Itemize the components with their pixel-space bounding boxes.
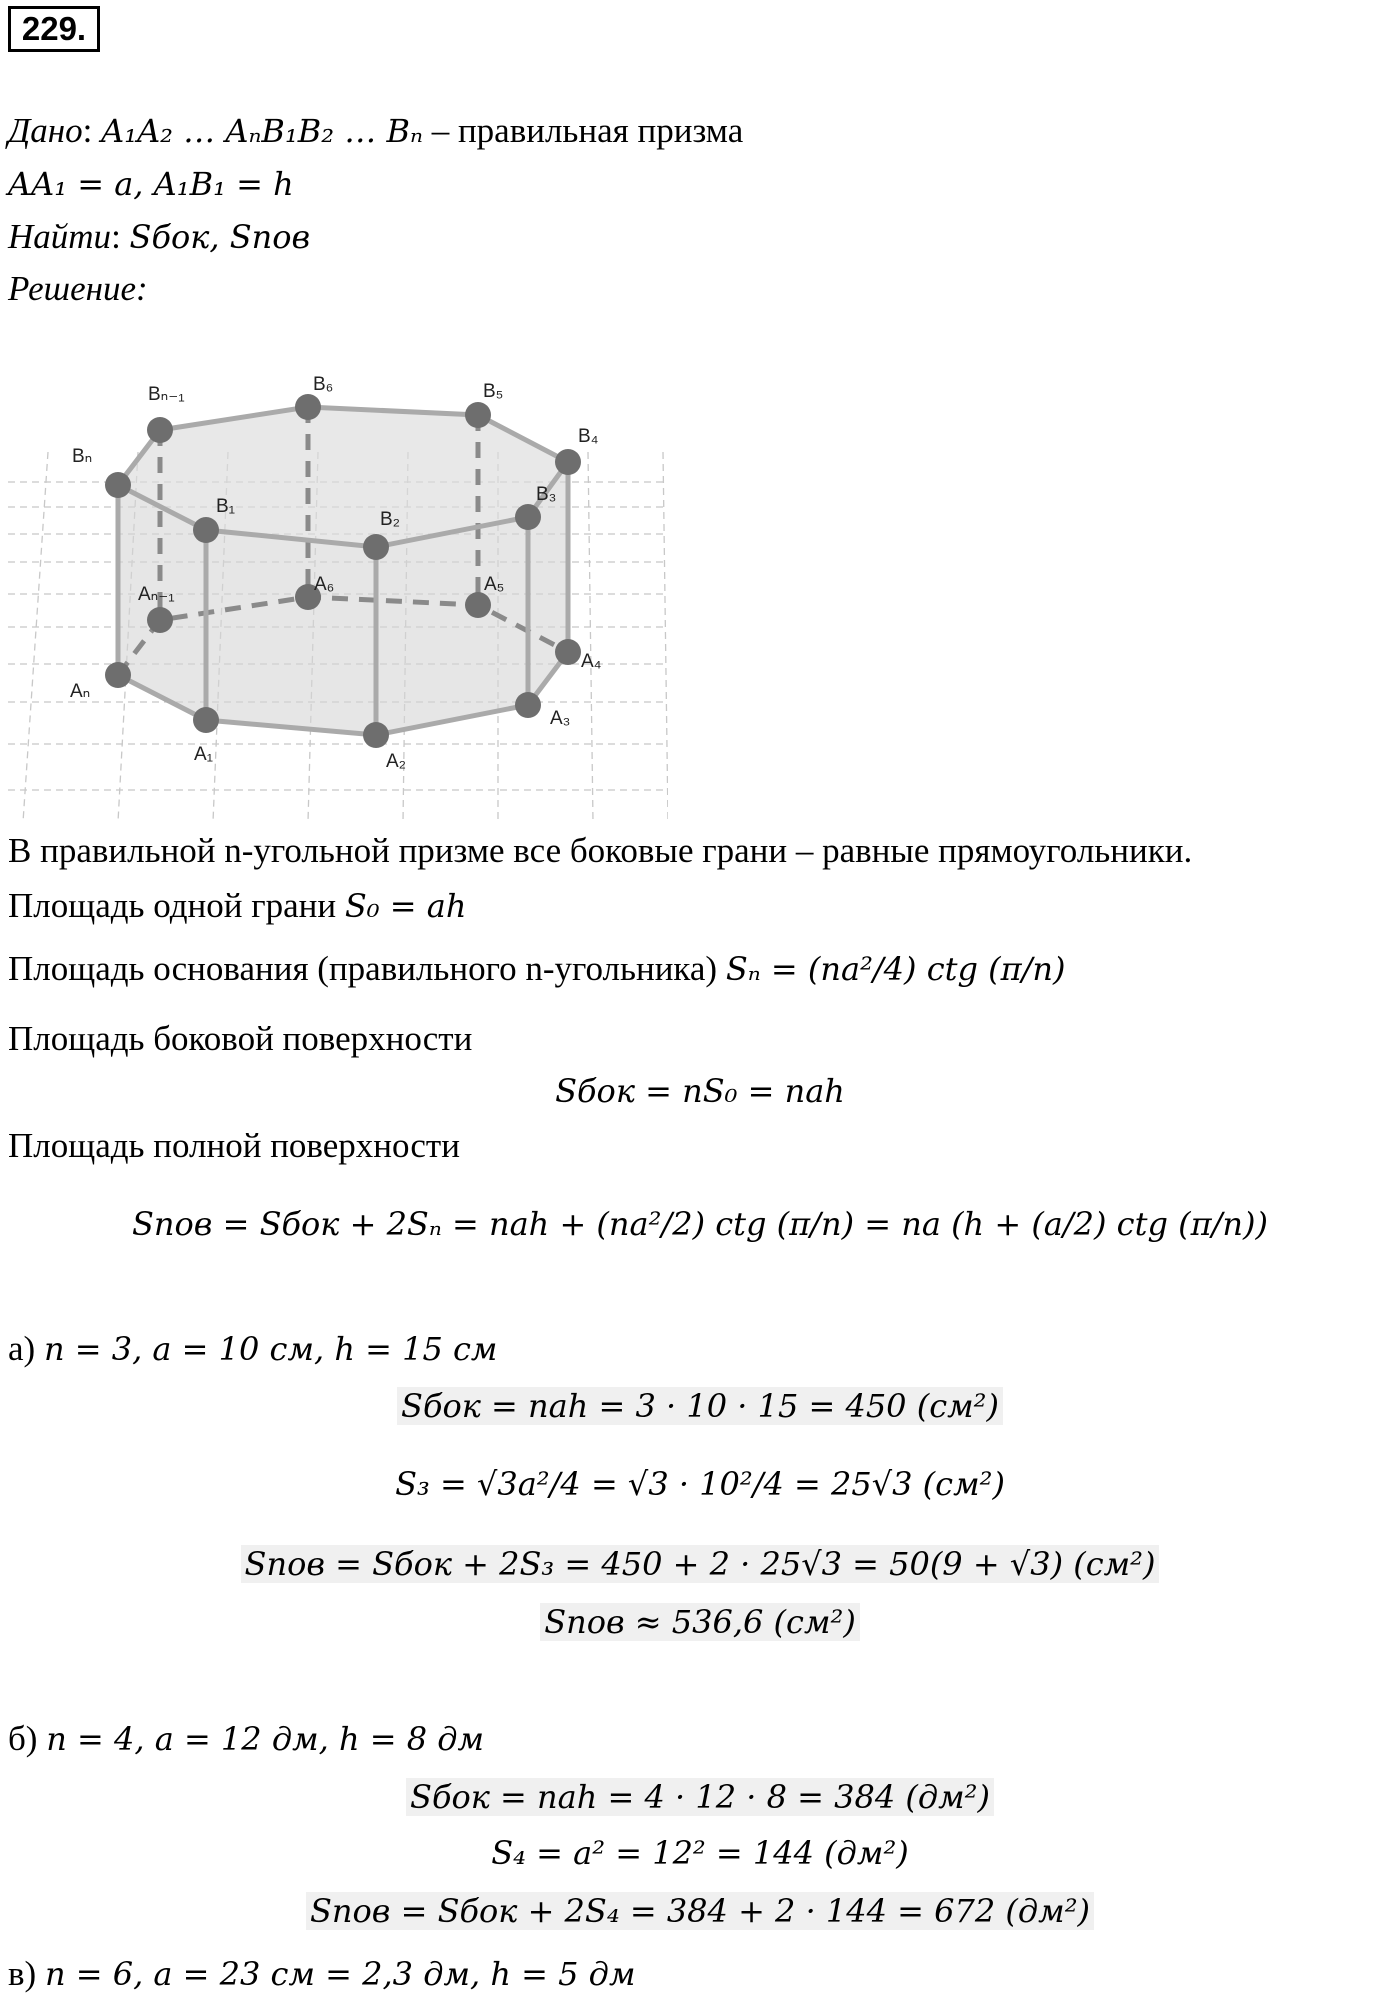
given-conditions: AA₁ = a, A₁B₁ = h (8, 165, 294, 203)
label-a6: A₆ (314, 574, 335, 595)
problem-number: 229. (8, 6, 100, 52)
formula-sbok: Sбок = nS₀ = nah (555, 1072, 845, 1110)
label-a3: A₃ (550, 708, 571, 729)
lateral-heading: Площадь боковой поверхности (8, 1019, 473, 1058)
formula-s0: S₀ = ah (344, 887, 467, 925)
given-label: Дано (8, 111, 83, 150)
label-b1: B₁ (216, 496, 236, 517)
label-b5: B₅ (483, 381, 504, 402)
find-label: Найти (8, 217, 112, 256)
case-b-sbok: Sбок = nah = 4 · 12 · 8 = 384 (дм²) (0, 1778, 1400, 1817)
label-b4: B₄ (578, 426, 599, 447)
find-what: Sбок, Sпов (129, 218, 311, 256)
prism-figure (8, 362, 668, 822)
case-a-sbok: Sбок = nah = 3 · 10 · 15 = 450 (см²) (0, 1387, 1400, 1426)
formula-sn: Sₙ = (na²/4) ctg (π/n) (725, 950, 1066, 988)
given-dash-text: – правильная призма (422, 111, 744, 150)
label-a4: A₄ (581, 651, 602, 672)
base-area-line: Площадь основания (правильного n-угольника) Sₙ = (na²/4) ctg (π/n) (8, 949, 1066, 988)
label-a1: A₁ (194, 744, 214, 765)
label-a2: A₂ (386, 751, 407, 772)
label-a5: A₅ (484, 574, 505, 595)
solution-label: Решение: (8, 269, 148, 308)
case-c-conditions: в) n = 6, a = 23 см = 2,3 дм, h = 5 дм (8, 1954, 636, 1993)
case-a-conditions: а) n = 3, a = 10 см, h = 15 см (8, 1329, 498, 1368)
find-line: Найти: Sбок, Sпов (8, 217, 311, 256)
case-b-conditions: б) n = 4, a = 12 дм, h = 8 дм (8, 1719, 485, 1758)
case-a-approx: Sпов ≈ 536,6 (см²) (0, 1603, 1400, 1642)
case-b-s4: S₄ = a² = 12² = 144 (дм²) (491, 1834, 909, 1872)
case-a-s3: S₃ = √3a²/4 = √3 · 10²/4 = 25√3 (см²) (395, 1465, 1005, 1503)
given-line: Дано: A₁A₂ … AₙB₁B₂ … Bₙ – правильная призма (8, 111, 744, 150)
label-an: Aₙ (70, 681, 91, 702)
label-b6: B₆ (313, 374, 334, 395)
label-bn-1: Bₙ₋₁ (148, 384, 185, 405)
total-heading: Площадь полной поверхности (8, 1126, 460, 1165)
formula-spov: Sпов = Sбок + 2Sₙ = nah + (na²/2) ctg (π/n) = na (h + (a/2) ctg (π/n)) (132, 1205, 1268, 1243)
given-prism: A₁A₂ … AₙB₁B₂ … Bₙ (101, 112, 423, 150)
face-area-line: Площадь одной грани S₀ = ah (8, 886, 467, 925)
label-bn: Bₙ (72, 446, 93, 467)
faces-statement: В правильной n-угольной призме все боковые грани – равные прямоугольники. (8, 831, 1193, 870)
label-b3: B₃ (536, 484, 557, 505)
label-an-1: Aₙ₋₁ (138, 584, 175, 605)
case-a-spov: Sпов = Sбок + 2S₃ = 450 + 2 · 25√3 = 50(9 + √3) (см²) (0, 1545, 1400, 1584)
label-b2: B₂ (380, 509, 401, 530)
case-b-spov: Sпов = Sбок + 2S₄ = 384 + 2 · 144 = 672 (дм²) (0, 1892, 1400, 1931)
